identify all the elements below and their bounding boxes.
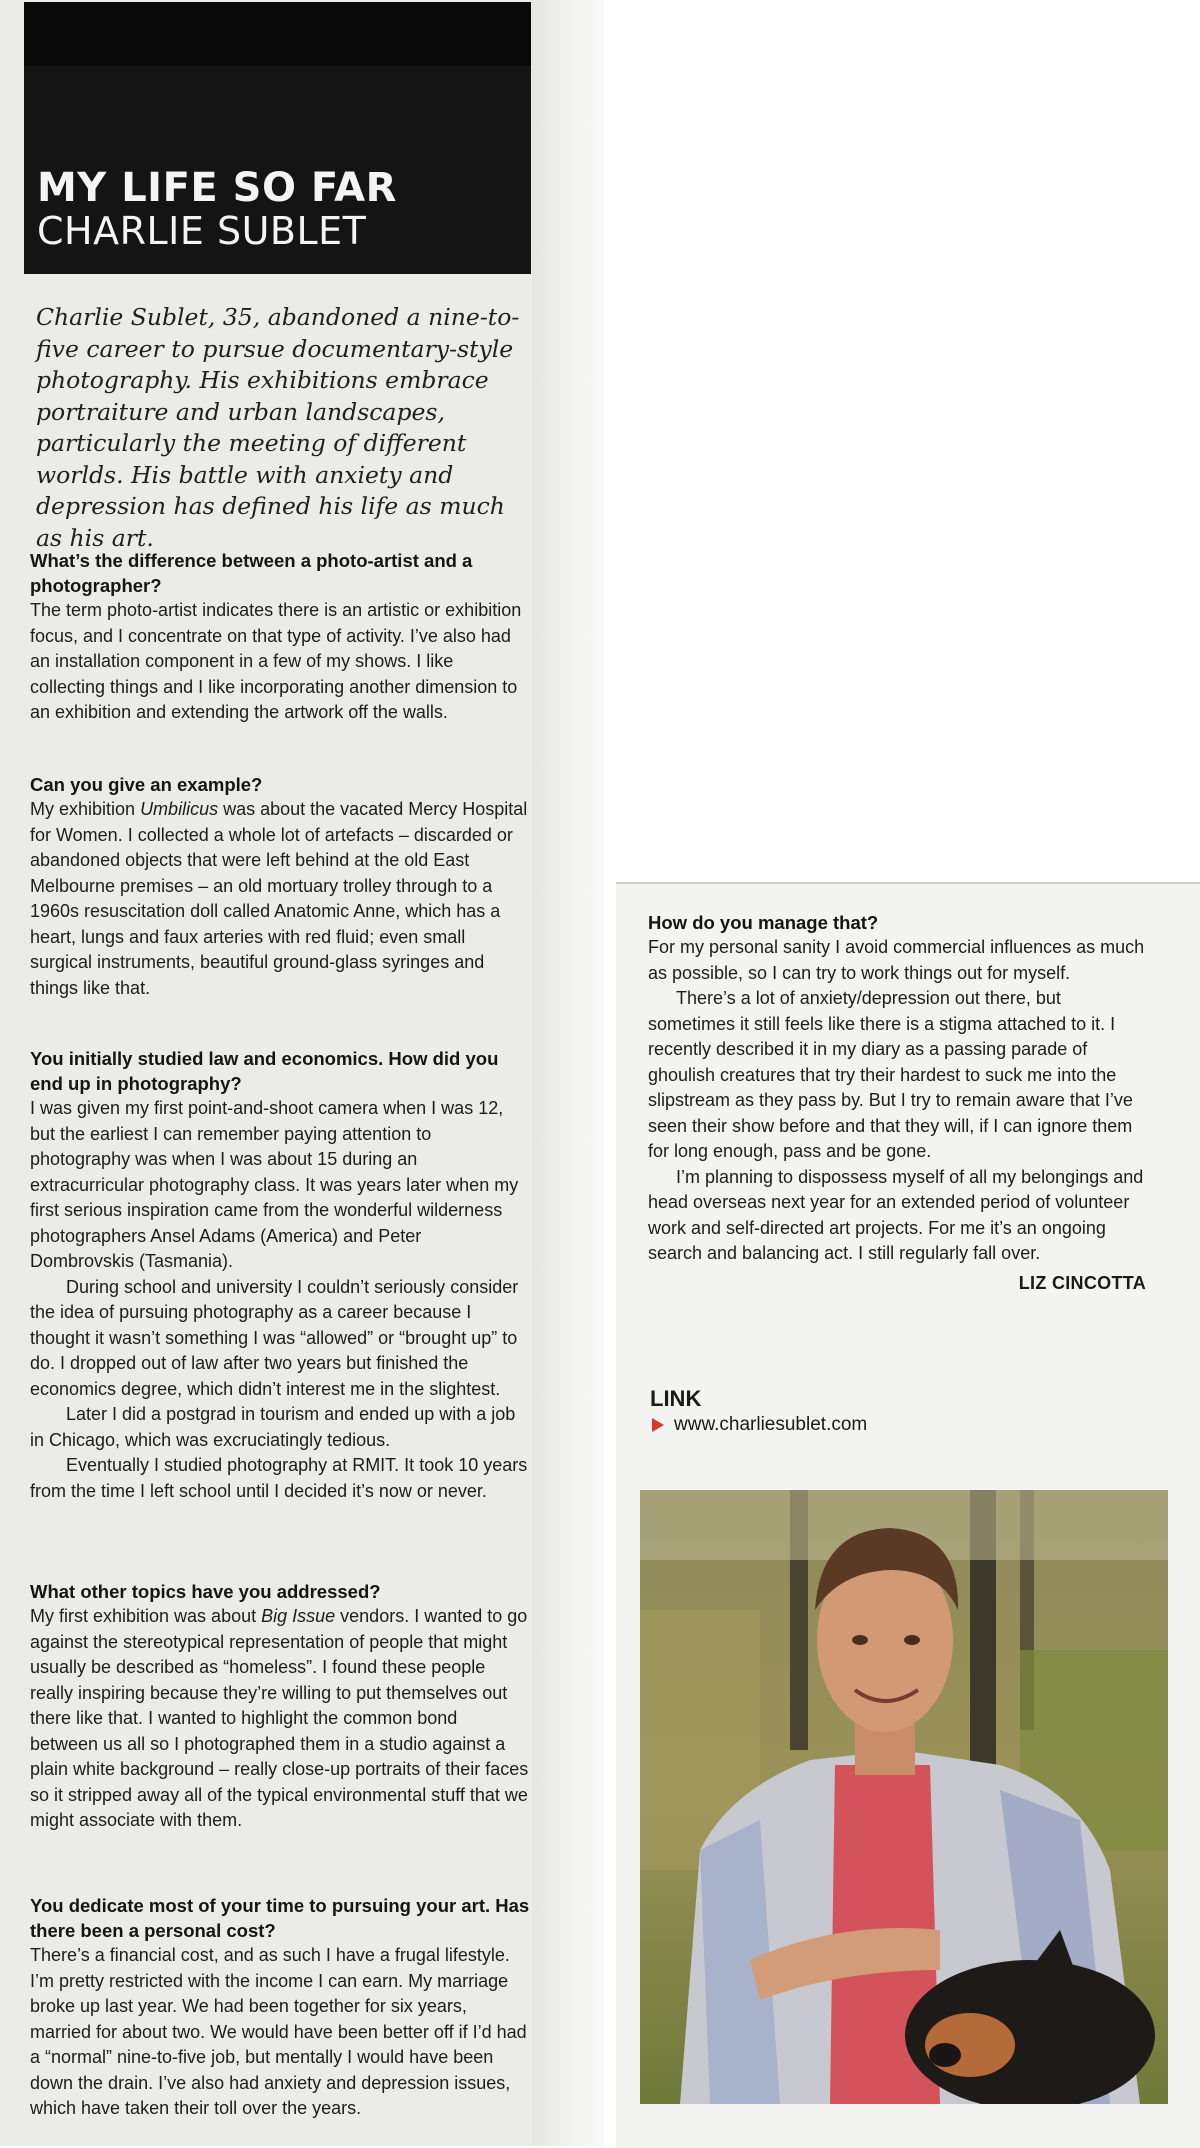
question-heading: You initially studied law and economics. How did you end up in photography? — [30, 1048, 499, 1094]
qa-block-4 — [30, 1579, 530, 1834]
publication-title: Big Issue — [261, 1606, 336, 1626]
column-title: MY LIFE SO FAR — [37, 165, 397, 211]
question-heading: What other topics have you addressed? — [30, 1581, 381, 1602]
portrait-illustration — [640, 1490, 1168, 2104]
portrait-photo — [640, 1490, 1168, 2104]
qa-block-2 — [30, 772, 530, 1001]
website-link[interactable] — [652, 1414, 867, 1436]
title-banner — [24, 2, 531, 274]
qa-block-5 — [30, 1893, 530, 2122]
banner-top-band — [24, 2, 531, 66]
clipping-edge-shadow — [532, 0, 604, 2146]
answer-paragraph: For my personal sanity I avoid commercial influences as much as possible, so I can try to work things out for myself. — [648, 937, 1145, 983]
question-heading: Can you give an example? — [30, 774, 263, 795]
author-byline: LIZ CINCOTTA — [1018, 1272, 1146, 1293]
answer-paragraph: I was given my first point-and-shoot camera when I was 12, but the earliest I can remember paying attention to photography was when I was about 15 during an extracurricular photography class. It was years later when my first serious inspiration came from the wonderful wilderness photographers Ansel Adams (America) and Peter Dombrovskis (Tasmania). — [30, 1098, 519, 1271]
answer-paragraph: Later I did a postgrad in tourism and ended up with a job in Chicago, which was excruciatingly tedious. — [30, 1404, 516, 1450]
answer-paragraph — [30, 797, 530, 1001]
answer-text: My first exhibition was about — [30, 1606, 262, 1626]
website-url[interactable]: www.charliesublet.com — [674, 1414, 868, 1435]
question-heading: What’s the difference between a photo-artist and a photographer? — [30, 550, 473, 596]
link-heading: LINK — [650, 1386, 702, 1411]
answer-paragraph: There’s a financial cost, and as such I have a frugal lifestyle. I’m pretty restricted with the income I can earn. My marriage broke up last year. We had been together for six years, married for about two. We would have been better off if I’d had a “normal” nine-to-five job, but mentally I would have been down the drain. I’ve also had anxiety and depression issues, which have taken their toll over the years. — [30, 1945, 527, 2118]
answer-paragraph: Eventually I studied photography at RMIT. It took 10 years from the time I left school until I decided it’s now or never. — [30, 1455, 528, 1501]
question-heading: How do you manage that? — [648, 912, 879, 933]
answer-text: was about the vacated Mercy Hospital for Women. I collected a whole lot of artefacts – discarded or abandoned objects that were left behind at the old East Melbourne premises – an old mortuary trolley through to a 1960s resuscitation doll called Anatomic Anne, which has a heart, lungs and faux arteries with red fluid; even small surgical instruments, beautiful ground-glass syringes and things like that. — [30, 799, 528, 998]
answer-paragraph — [30, 1604, 530, 1834]
question-heading: You dedicate most of your time to pursuing your art. Has there been a personal cost? — [30, 1895, 530, 1941]
qa-block-6 — [648, 910, 1146, 1294]
intro-paragraph: Charlie Sublet, 35, abandoned a nine-to-five career to pursue documentary-style photography. His exhibitions embrace portraiture and urban landscapes, particularly the meeting of different worlds. His battle with anxiety and depression has defined his life as much as his art. — [36, 303, 520, 552]
answer-paragraph: The term photo-artist indicates there is an artistic or exhibition focus, and I concentrate on that type of activity. I’ve also had an installation component in a few of my shows. I like collecting things and I like incorporating another dimension to an exhibition and extending the artwork off the walls. — [30, 600, 522, 722]
subject-name: CHARLIE SUBLET — [37, 209, 367, 253]
answer-text: My exhibition — [30, 799, 141, 819]
answer-paragraph: I’m planning to dispossess myself of all my belongings and head overseas next year for an extended period of volunteer work and self-directed art projects. For me it’s an ongoing search and balancing act. I still regularly fall over. — [648, 1166, 1144, 1263]
qa-block-3 — [30, 1046, 530, 1504]
qa-block-1 — [30, 548, 530, 726]
answer-paragraph: There’s a lot of anxiety/depression out there, but sometimes it still feels like there is a stigma attached to it. I recently described it in my diary as a passing parade of ghoulish creatures that try their hardest to suck me into the slipstream as they pass by. But I try to remain aware that I’ve seen their show before and that they will, if I can ignore them for long enough, pass and be gone. — [648, 988, 1133, 1161]
arrow-right-icon — [652, 1418, 664, 1432]
answer-paragraph: During school and university I couldn’t seriously consider the idea of pursuing photography as a career because I thought it wasn’t something I was “allowed” or “brought up” to do. I dropped out of law after two years but finished the economics degree, which didn’t interest me in the slightest. — [30, 1276, 519, 1399]
exhibition-title: Umbilicus — [140, 799, 219, 819]
answer-text: vendors. I wanted to go against the stereotypical representation of people that might usually be described as “homeless”. I found these people really inspiring because they’re willing to put themselves out there like that. I wanted to highlight the common bond between us all so I photographed them in a studio against a plain white background – really close-up portraits of their faces so it stripped away all of the typical environmental stuff that we might associate with them. — [30, 1606, 529, 1830]
